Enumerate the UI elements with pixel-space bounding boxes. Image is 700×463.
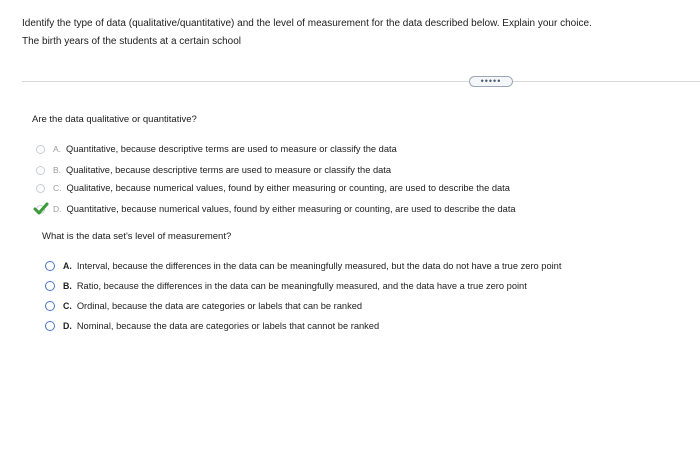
expand-more-button[interactable]: ••••• [469, 76, 513, 87]
checkmark-icon [33, 202, 49, 216]
q2-option-c[interactable] [45, 299, 362, 313]
option-letter: A. [63, 261, 72, 271]
option-letter: D. [63, 321, 72, 331]
selected-radio[interactable] [36, 205, 45, 214]
option-text: Interval, because the differences in the data can be meaningfully measured, but the data do not have a true zero point [76, 261, 562, 271]
prompt-data-description: The birth years of the students at a certain school [22, 36, 242, 47]
q1-option-d[interactable] [36, 202, 516, 216]
question2-text: What is the data set's level of measurement? [42, 231, 232, 242]
option-letter: D. [53, 204, 62, 214]
radio-button[interactable] [45, 281, 55, 291]
option-letter: C. [63, 301, 72, 311]
option-text: Qualitative, because descriptive terms are used to measure or classify the data [66, 165, 392, 175]
option-text: Ratio, because the differences in the data can be meaningfully measured, and the data have a true zero point [76, 281, 527, 291]
option-text: Qualitative, because numerical values, found by either measuring or counting, are used to describe the data [66, 183, 510, 193]
option-text: Quantitative, because descriptive terms are used to measure or classify the data [66, 144, 397, 154]
option-text: Quantitative, because numerical values, found by either measuring or counting, are used to describe the data [66, 204, 516, 214]
radio-button[interactable] [36, 166, 45, 175]
radio-button[interactable] [45, 261, 55, 271]
radio-button[interactable] [36, 184, 45, 193]
q2-option-d[interactable] [45, 319, 379, 333]
radio-button[interactable] [36, 145, 45, 154]
option-letter: C. [53, 183, 62, 193]
question-prompt [22, 15, 682, 51]
option-letter: B. [63, 281, 72, 291]
option-text: Ordinal, because the data are categories or labels that can be ranked [76, 301, 363, 311]
option-letter: A. [53, 144, 62, 154]
question1-text: Are the data qualitative or quantitative? [32, 114, 197, 125]
q1-option-b[interactable] [36, 163, 391, 177]
divider-rule [22, 81, 700, 82]
radio-button[interactable] [45, 301, 55, 311]
prompt-instruction: Identify the type of data (qualitative/quantitative) and the level of measurement for the data described below. Explain your choice. [22, 18, 592, 29]
option-letter: B. [53, 165, 62, 175]
q1-option-c[interactable] [36, 181, 510, 195]
q1-option-a[interactable] [36, 142, 397, 156]
q2-option-a[interactable] [45, 259, 561, 273]
radio-button[interactable] [45, 321, 55, 331]
divider [22, 76, 700, 88]
q2-option-b[interactable] [45, 279, 527, 293]
option-text: Nominal, because the data are categories or labels that cannot be ranked [76, 321, 380, 331]
